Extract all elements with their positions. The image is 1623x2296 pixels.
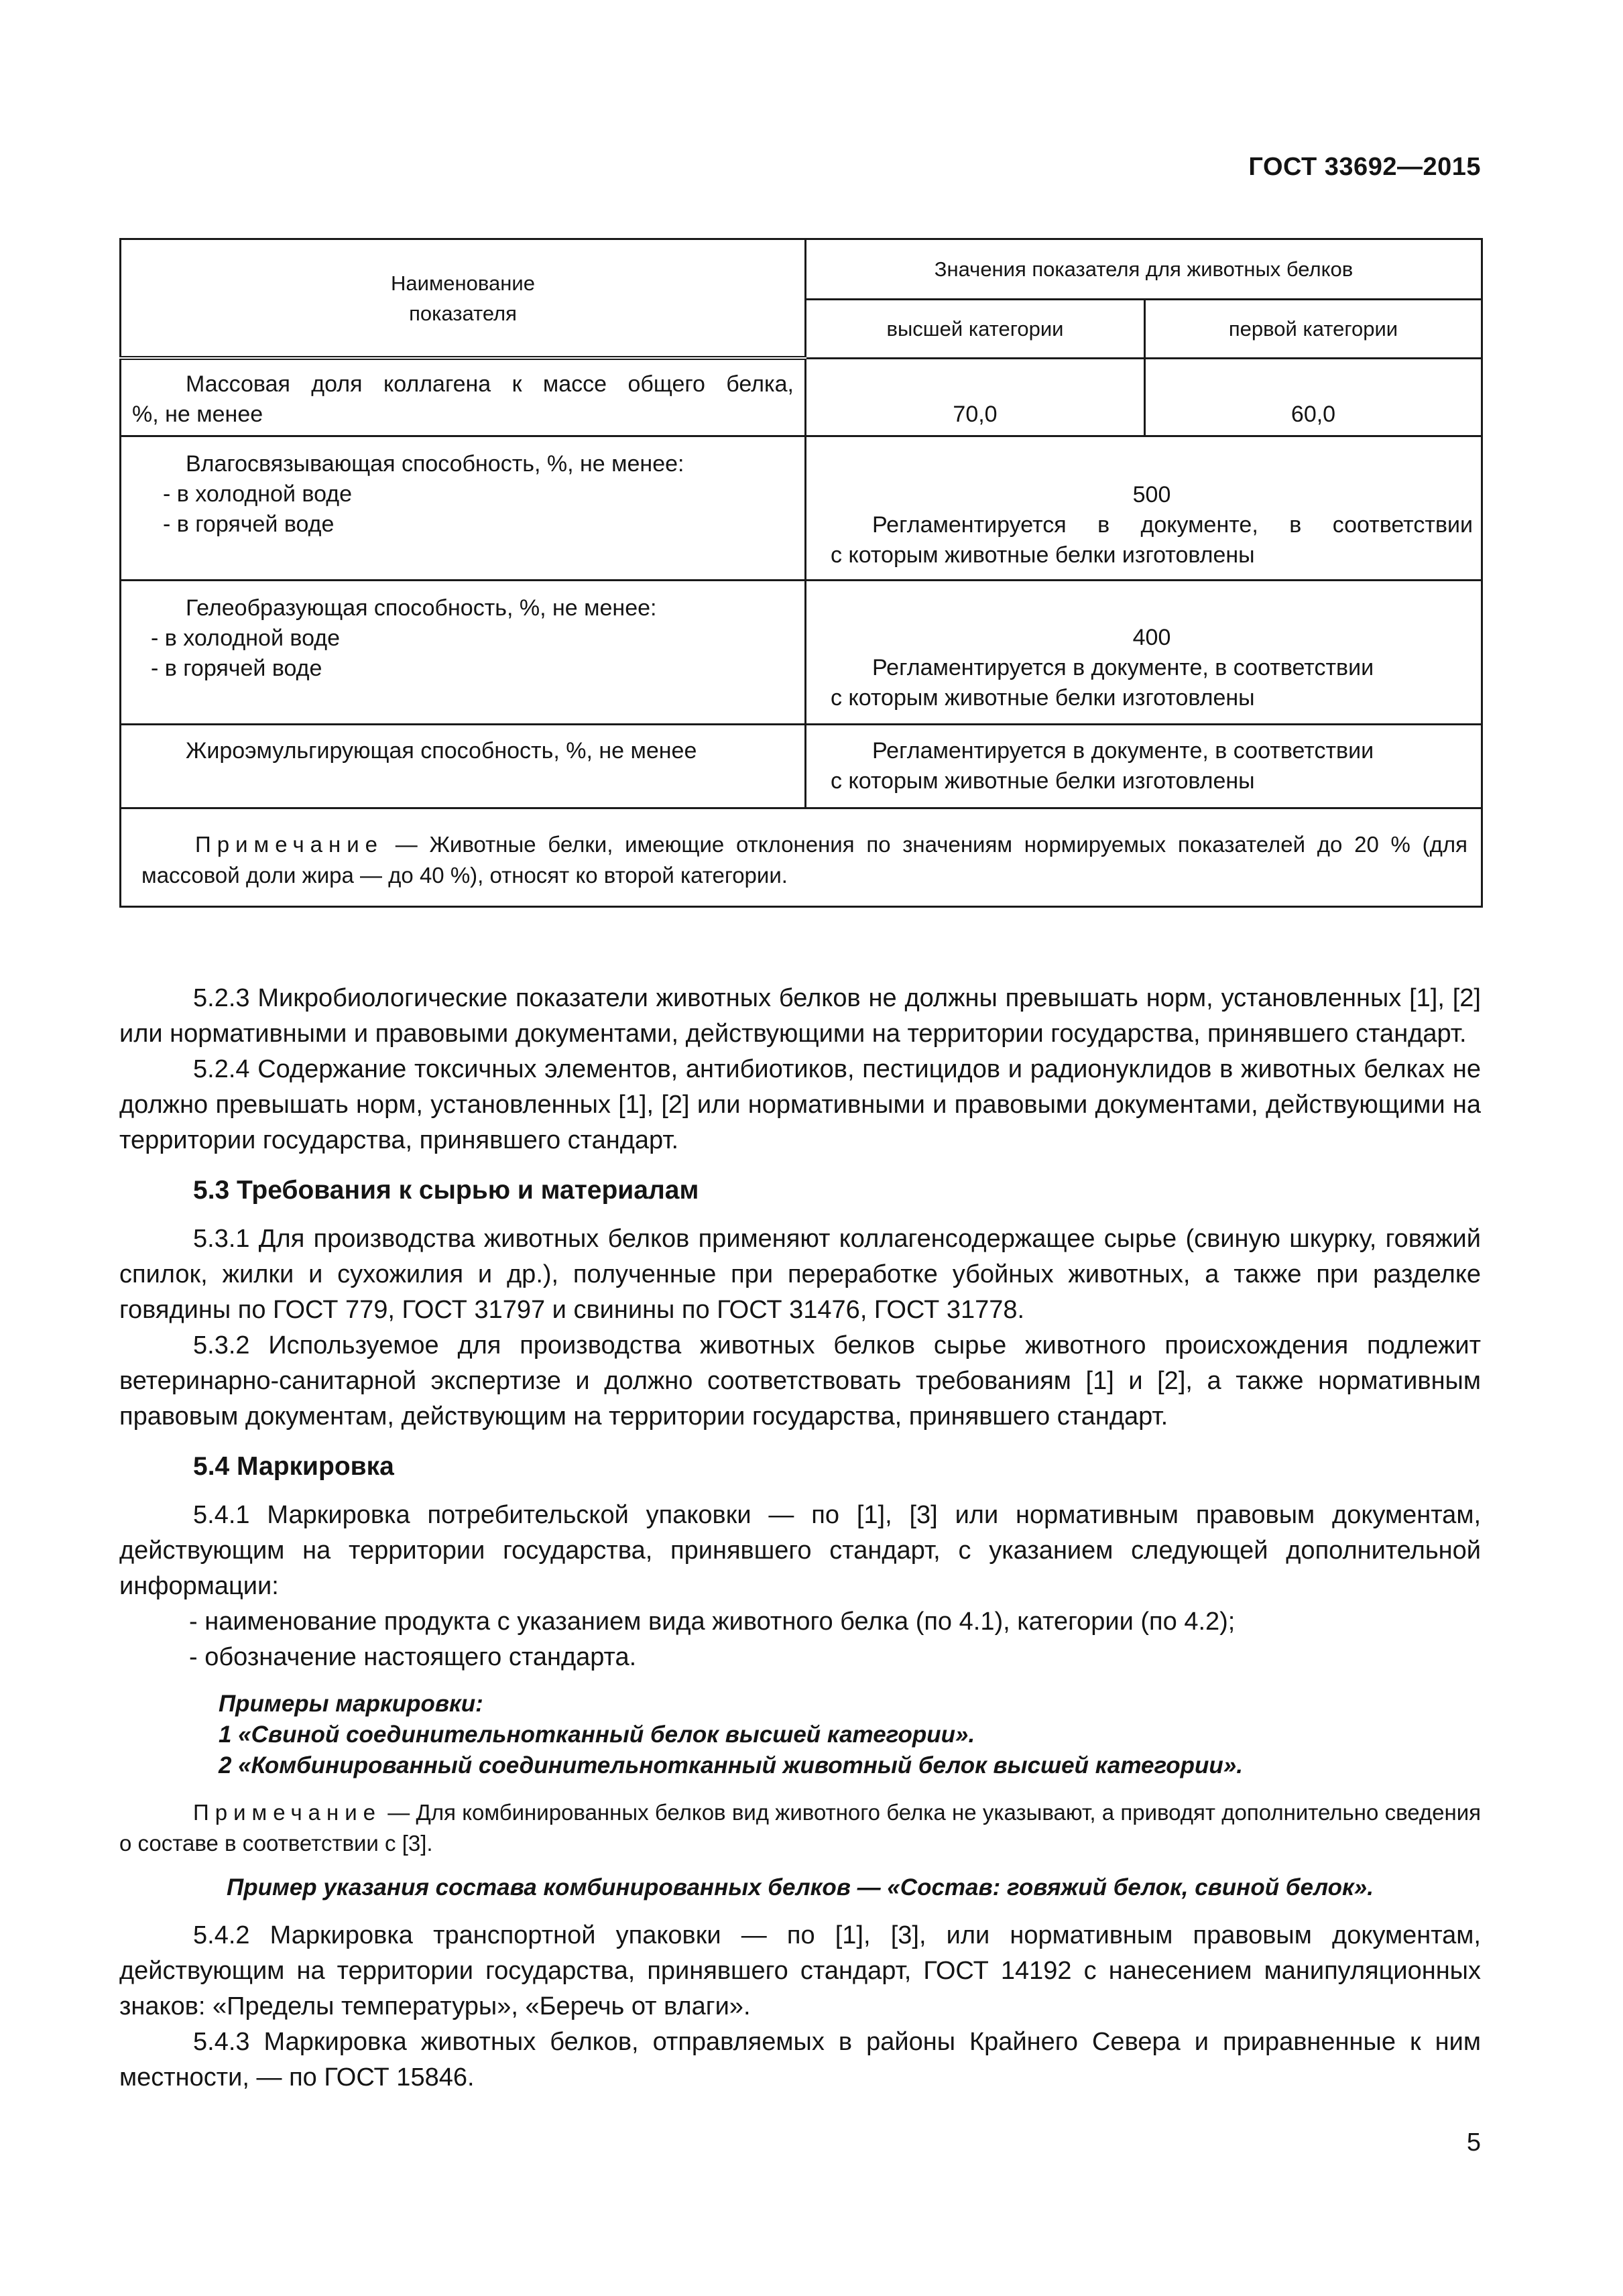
list-item: - обозначение настоящего стандарта. [189,1643,637,1671]
examples-title: Примеры маркировки: [219,1691,483,1717]
value-combined-cell [806,436,1482,581]
paragraph-5-4-3: 5.4.3 Маркировка животных белков, отправляемых в районы Крайнего Севера и приравненные к ним местности, — по ГОСТ 15846. [119,2028,1481,2092]
paragraph-5-4-2: 5.4.2 Маркировка транспортной упаковки — по [1], [3], или нормативным правовым документам, действующим на территории государства, принявшего стандарт, ГОСТ 14192 с нанесением манипуляционных знаков: «Пределы температуры», «Беречь от влаги». [119,1921,1481,2020]
document-body [119,981,1481,2096]
value-text-line: Регламентируется в документе, в соответствии [872,512,1473,538]
column-header-name-line: Наименование [391,271,535,295]
indicator-name-line: - в горячей воде [151,656,322,681]
indicator-name-cell [121,725,806,808]
value-high-category: 70,0 [806,358,1145,436]
note-label: Примечание [195,832,384,857]
indicator-name-line: Массовая доля коллагена к массе общего белка, [186,371,794,397]
value-number: 400 [1132,625,1171,650]
value-combined-cell [806,581,1482,725]
value-combined-cell [806,725,1482,808]
table-row [121,725,1482,808]
requirements-table [119,238,1483,908]
value-number: 500 [1132,482,1171,507]
value-first-category: 60,0 [1145,358,1482,436]
example-item: 2 «Комбинированный соединительнотканный животный белок высшей категории». [219,1752,1244,1778]
composition-example: Пример указания состава комбинированных белков — «Состав: говяжий белок, свиной белок». [227,1874,1374,1900]
paragraph-5-4-1: 5.4.1 Маркировка потребительской упаковки — по [1], [3] или нормативным правовым документам, действующим на территории государства, принявшего стандарт, с указанием следующей дополнительной информации: [119,1501,1481,1600]
indicator-name-line: - в холодной воде [163,481,352,507]
column-header-name [121,239,806,359]
value-text-line: с которым животные белки изготовлены [831,685,1255,711]
table-row [121,581,1482,725]
table-row [121,436,1482,581]
section-heading-5-3: 5.3 Требования к сырью и материалам [193,1176,699,1205]
table-row [121,358,1482,436]
page-number: 5 [1466,2128,1481,2157]
indicator-name-line: %, не менее [132,402,263,427]
indicator-name-cell [121,436,806,581]
column-header-name-line: показателя [409,301,517,325]
value-text-line: с которым животные белки изготовлены [831,768,1255,794]
indicator-name-cell [121,358,806,436]
note-text: — Животные белки, имеющие отклонения по значениям нормируемых показателей до 20 % (для массовой доли жира — до 40 %), относят ко второй категории. [141,832,1467,888]
table-note-row [121,808,1482,907]
column-header-values: Значения показателя для животных белков [806,239,1482,300]
paragraph-5-2-3: 5.2.3 Микробиологические показатели животных белков не должны превышать норм, установленных [1], [2] или нормативными и правовыми документами, действующими на территории государства, принявшего стандарт. [119,984,1481,1048]
indicator-name-line: - в холодной воде [151,625,340,651]
indicator-name-cell [121,581,806,725]
note-paragraph [119,1797,1481,1859]
column-header-first-category: первой категории [1145,300,1482,358]
paragraph-5-3-1: 5.3.1 Для производства животных белков применяют коллагенсодержащее сырье (свиную шкурку, говяжий спилок, жилки и сухожилия и др.), полученные при переработке убойных животных, а также при разделке говядины по ГОСТ 779, ГОСТ 31797 и свинины по ГОСТ 31476, ГОСТ 31778. [119,1225,1481,1324]
list-item: - наименование продукта с указанием вида животного белка (по 4.1), категории (по 4.2); [189,1608,1236,1636]
paragraph-5-2-4: 5.2.4 Содержание токсичных элементов, антибиотиков, пестицидов и радионуклидов в животных белках не должно превышать норм, установленных [1], [2] или нормативными и правовыми документами, действующими на территории государства, принявшего стандарт. [119,1055,1481,1154]
standard-code: ГОСТ 33692—2015 [1248,153,1481,181]
note-text: — Для комбинированных белков вид животного белка не указывают, а приводят дополнительно сведения о составе в соответствии с [3]. [119,1800,1481,1856]
indicator-name-line: Гелеобразующая способность, %, не менее: [186,595,657,621]
indicator-name-line: Жироэмульгирующая способность, %, не менее [186,738,697,764]
table-header-row [121,239,1482,300]
value-text-line: Регламентируется в документе, в соответствии [872,738,1374,764]
example-item: 1 «Свиной соединительнотканный белок высшей категории». [219,1721,975,1748]
paragraph-5-3-2: 5.3.2 Используемое для производства животных белков сырье животного происхождения подлежит ветеринарно-санитарной экспертизе и должно соответствовать требованиям [1] и [2], а также нормативным правовым документам, действующим на территории государства, принявшего стандарт. [119,1331,1481,1431]
value-text-line: с которым животные белки изготовлены [831,542,1255,568]
table-note [121,808,1482,907]
value-text-line: Регламентируется в документе, в соответствии [872,655,1374,680]
column-header-high-category: высшей категории [806,300,1145,358]
indicator-name-line: - в горячей воде [163,511,335,537]
note-label: Примечание [193,1800,382,1825]
indicator-name-line: Влагосвязывающая способность, %, не менее: [186,451,684,477]
section-heading-5-4: 5.4 Маркировка [193,1452,394,1481]
